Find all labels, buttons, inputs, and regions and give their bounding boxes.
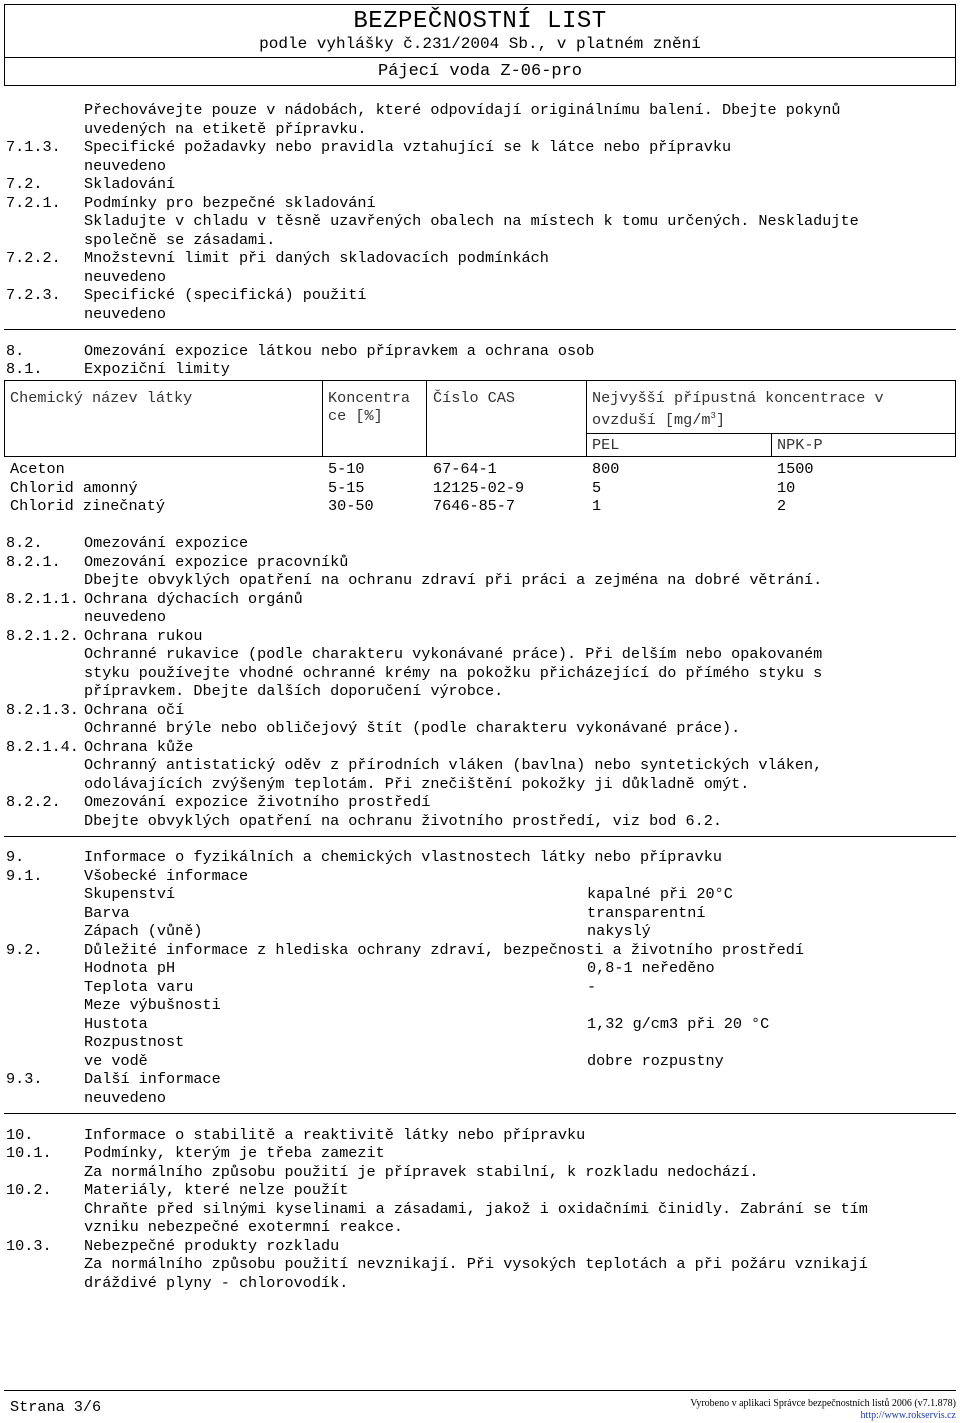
section-number: 8.2.1.2. <box>6 627 79 645</box>
section-heading: Podmínky, kterým je třeba zamezit <box>84 1144 385 1162</box>
section-heading: Specifické požadavky nebo pravidla vztahující se k látce nebo přípravku <box>84 138 732 156</box>
table-header-pel: PEL <box>592 436 620 454</box>
table-cell-cas: 7646-85-7 <box>433 497 516 515</box>
section-number: 8.2.2. <box>6 793 61 811</box>
section-heading: Další informace <box>84 1070 221 1088</box>
section-number: 7.2.3. <box>6 286 61 304</box>
table-border <box>586 380 587 456</box>
table-header-border <box>4 456 956 457</box>
property-label: Barva <box>84 904 130 922</box>
section-text: vzniku nebezpečné exotermní reakce. <box>84 1218 403 1236</box>
table-cell-cas: 12125-02-9 <box>433 479 525 497</box>
document-title: BEZPEČNOSTNÍ LIST <box>353 8 607 35</box>
property-value: transparentní <box>587 904 706 922</box>
section-heading: Množstevní limit při daných skladovacích podmínkách <box>84 249 549 267</box>
section-text: neuvedeno <box>84 268 167 286</box>
table-cell-concentration: 5-15 <box>328 479 365 497</box>
property-label: Zápach (vůně) <box>84 922 203 940</box>
section-text: neuvedeno <box>84 608 167 626</box>
property-value: 0,8-1 neředěno <box>587 959 715 977</box>
property-value: - <box>587 978 597 996</box>
table-border <box>426 380 427 456</box>
section-heading: Materiály, které nelze použít <box>84 1181 349 1199</box>
table-header-concentration: ce [%] <box>328 407 383 425</box>
section-heading: Skladování <box>84 175 176 193</box>
section-number: 9. <box>6 848 25 866</box>
property-label: ve vodě <box>84 1052 148 1070</box>
page-number: Strana 3/6 <box>10 1398 102 1416</box>
section-text: Dbejte obvyklých opatření na ochranu životního prostředí, viz bod 6.2. <box>84 812 722 830</box>
footer-divider <box>4 1390 956 1391</box>
document-subtitle: podle vyhlášky č.231/2004 Sb., v platném znění <box>259 35 701 53</box>
section-number: 7.2.1. <box>6 194 61 212</box>
section-number: 8.2.1. <box>6 553 61 571</box>
table-cell-npk: 2 <box>777 497 787 515</box>
property-value: nakyslý <box>587 922 651 940</box>
table-cell-cas: 67-64-1 <box>433 460 497 478</box>
section-number: 9.1. <box>6 867 43 885</box>
product-name: Pájecí voda Z-06-pro <box>377 62 583 81</box>
table-border <box>4 380 5 456</box>
section-number: 8. <box>6 342 25 360</box>
table-header-concentration: Koncentra <box>328 389 411 407</box>
section-text: Ochranné brýle nebo obličejový štít (podle charakteru vykonávané práce). <box>84 719 741 737</box>
section-heading: Informace o stabilitě a reaktivitě látky nebo přípravku <box>84 1126 586 1144</box>
section-text: Za normálního způsobu použití nevznikají. Při vysokých teplotách a při požáru vznikají <box>84 1255 868 1273</box>
section-text: neuvedeno <box>84 1089 167 1107</box>
section-number: 9.2. <box>6 941 43 959</box>
table-border <box>955 380 956 456</box>
section-heading: Omezování expozice pracovníků <box>84 553 349 571</box>
section-heading: Omezování expozice <box>84 534 249 552</box>
property-label: Hustota <box>84 1015 148 1033</box>
section-heading: Ochrana kůže <box>84 738 194 756</box>
table-cell-name: Chlorid amonný <box>10 479 138 497</box>
property-value: dobre rozpustny <box>587 1052 724 1070</box>
table-cell-npk: 10 <box>777 479 796 497</box>
section-text: Dbejte obvyklých opatření na ochranu zdraví při práci a zejména na dobré větrání. <box>84 571 823 589</box>
section-heading: Ochrana očí <box>84 701 185 719</box>
property-label: Rozpustnost <box>84 1033 185 1051</box>
property-value: 1,32 g/cm3 při 20 °C <box>587 1015 770 1033</box>
section-text: přípravkem. Dbejte dalších doporučení výrobce. <box>84 682 504 700</box>
section-heading: Expoziční limity <box>84 360 230 378</box>
table-cell-concentration: 5-10 <box>328 460 365 478</box>
table-header-limit: ovzduší $[mg/m^3]$ <box>592 411 726 430</box>
section-number: 8.2.1.4. <box>6 738 79 756</box>
property-label: Meze výbušnosti <box>84 996 221 1014</box>
section-number: 7.1.3. <box>6 138 61 156</box>
property-label: Teplota varu <box>84 978 194 996</box>
table-cell-name: Aceton <box>10 460 65 478</box>
section-heading: Všobecké informace <box>84 867 249 885</box>
section-number: 10. <box>6 1126 34 1144</box>
section-number: 10.1. <box>6 1144 52 1162</box>
section-heading: Informace o fyzikálních a chemických vlastnostech látky nebo přípravku <box>84 848 722 866</box>
section-heading: Specifické (specifická) použití <box>84 286 367 304</box>
product-header <box>4 57 956 86</box>
section-number: 8.1. <box>6 360 43 378</box>
section-text: společně se zásadami. <box>84 231 276 249</box>
section-text: styku používejte vhodné ochranné krémy na pokožku přicházející do přímého styku s <box>84 664 823 682</box>
section-heading: Důležité informace z hlediska ochrany zdraví, bezpečnosti a životního prostředí <box>84 941 805 959</box>
table-cell-name: Chlorid zinečnatý <box>10 497 165 515</box>
section-text: Ochranné rukavice (podle charakteru vykonávané práce). Při delším nebo opakovaném <box>84 645 823 663</box>
property-label: Hodnota pH <box>84 959 176 977</box>
table-cell-pel: 1 <box>592 497 602 515</box>
section-text: Za normálního způsobu použití je přípravek stabilní, k rozkladu nedochází. <box>84 1163 759 1181</box>
section-number: 8.2.1.1. <box>6 590 79 608</box>
section-text: neuvedeno <box>84 305 167 323</box>
section-text: dráždivé plyny - chlorovodík. <box>84 1274 349 1292</box>
section-heading: Omezování expozice životního prostředí <box>84 793 431 811</box>
property-value: kapalné při 20°C <box>587 885 733 903</box>
section-text: Skladujte v chladu v těsně uzavřených obalech na místech k tomu určených. Neskladujte <box>84 212 859 230</box>
section-number: 8.2. <box>6 534 43 552</box>
table-border <box>771 433 772 456</box>
section-text: Chraňte před silnými kyselinami a zásadami, jakož i oxidačními činidly. Zabrání se tím <box>84 1200 868 1218</box>
section-divider <box>4 329 956 330</box>
table-header-cas: Číslo CAS <box>433 389 516 407</box>
section-divider <box>4 1113 956 1114</box>
table-top-border <box>4 380 956 381</box>
section-heading: Podmínky pro bezpečné skladování <box>84 194 376 212</box>
table-header-npk: NPK-P <box>777 436 823 454</box>
property-label: Skupenství <box>84 885 176 903</box>
section-number: 10.3. <box>6 1237 52 1255</box>
table-cell-npk: 1500 <box>777 460 814 478</box>
footer-app-note: Vyrobeno v aplikaci Správce bezpečnostních listů 2006 (v7.1.878) <box>690 1398 956 1409</box>
section-text: Ochranný antistatický oděv z přírodních vláken (bavlna) nebo syntetických vláken, <box>84 756 823 774</box>
section-number: 8.2.1.3. <box>6 701 79 719</box>
section-number: 9.3. <box>6 1070 43 1088</box>
table-header-limit: Nejvyšší přípustná koncentrace v <box>592 389 884 407</box>
table-header-name: Chemický název látky <box>10 389 193 407</box>
storage-intro-line2: uvedených na etiketě přípravku. <box>84 120 367 138</box>
section-number: 10.2. <box>6 1181 52 1199</box>
table-cell-pel: 800 <box>592 460 620 478</box>
section-number: 7.2.2. <box>6 249 61 267</box>
document-header <box>4 4 956 58</box>
table-border <box>322 380 323 456</box>
section-heading: Ochrana dýchacích orgánů <box>84 590 303 608</box>
storage-intro-line1: Přechovávejte pouze v nádobách, které odpovídají originálnímu balení. Dbejte pokynů <box>84 101 841 119</box>
table-cell-pel: 5 <box>592 479 602 497</box>
section-heading: Nebezpečné produkty rozkladu <box>84 1237 340 1255</box>
footer-link[interactable]: http://www.rokservis.cz <box>860 1410 956 1421</box>
section-text: odolávajících zvýšeným teplotám. Při znečištění pokožky ji důkladně omýt. <box>84 775 750 793</box>
section-text: neuvedeno <box>84 157 167 175</box>
section-heading: Omezování expozice látkou nebo přípravkem a ochrana osob <box>84 342 595 360</box>
section-divider <box>4 836 956 837</box>
section-number: 7.2. <box>6 175 43 193</box>
table-cell-concentration: 30-50 <box>328 497 374 515</box>
section-heading: Ochrana rukou <box>84 627 203 645</box>
